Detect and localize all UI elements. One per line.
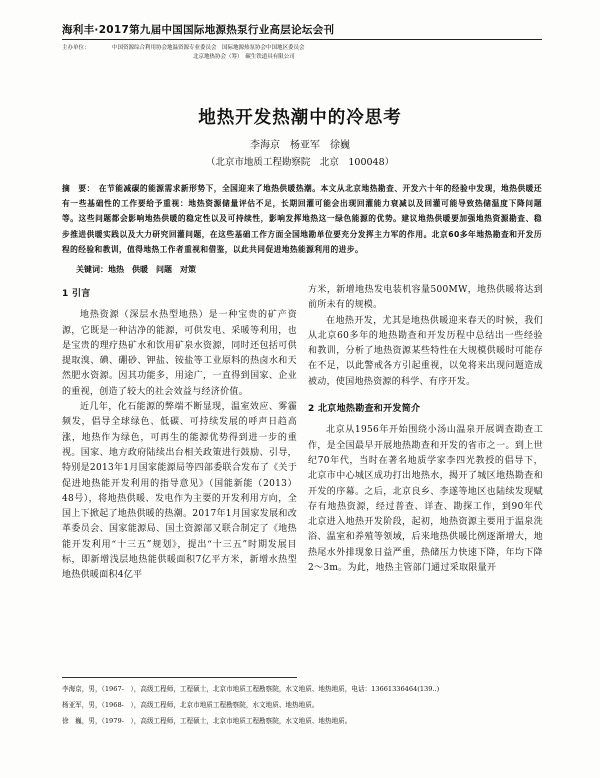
footnote-author-1: 李海京，男，（1967- ），高级工程师，工程硕士，北京市地质工程勘察院，水文地质、地热地质，电话：13661336464(139..): [62, 685, 440, 693]
keywords-label: 关键词：: [76, 265, 108, 274]
organizers-line-2: 北京地热协会（筹） 碳生铁道具有限公司: [193, 54, 295, 60]
section-1-heading: 1 引言: [62, 289, 91, 299]
conference-header: 海利丰·2017第九届中国国际地源热泵行业高层论坛会刊: [62, 24, 335, 36]
paragraph: 北京从1956年开始围绕小汤山温泉开展调查勘查工作，是全国最早开展地热勘查和开发的省市之一。到上世纪70年代，当时在著名地质学家李四光教授的倡导下，北京市中心城区成功打出地热水，揭开了城区地热勘查和开发的序幕。之后，北京良乡、李遂等地区也陆续发现赋存有地热资源，经过普查、详查、勘探工作，到90年代北京进入地热开发阶段，起初，地热资源主要用于温泉洗浴、温室和养殖等领域，后来地热供暖比例逐渐增大，地热尾水外排现象日益严重，热储压力快速下降，年均下降2～3m。为此，地热主管部门通过采取限量开: [308, 425, 543, 574]
footnote-author-2: 杨亚军，男，（1968- ），高级工程师，北京市地质工程勘察院，水文地质、地热地质。: [62, 701, 319, 709]
paragraph: 方米，新增地热发电装机容量500MW，地热供暖将达到前所未有的规模。: [308, 285, 543, 311]
paper-title: 地热开发热潮中的冷思考: [198, 108, 402, 128]
paragraph: 近几年，化石能源的弊端不断显现，温室效应、雾霾频发，倡导全球绿色、低碳、可持续发展的呼声日趋高涨，地热作为绿色，可再生的能源优势得到进一步的重视。国家、地方政府陆续出台相关政策进行鼓励、引导，特别是2013年1月国家能源局等四部委联合发布了《关于促进地热能开发利用的指导意见》（国能新能（2013）48号），将地热供暖、发电作为主要的开发利用方向，全国上下掀起了地热供暖的热潮。2017年1月国家发展和改革委员会、国家能源局、国土资源部又联合制定了《地热能开发利用“十三五”规划》，提出“十三五”时期发展目标，即新增浅层地热能供暖面积7亿平方米，新增水热型地热供暖面积4亿平: [62, 402, 297, 581]
footnote-rule: [62, 677, 297, 678]
right-column: [308, 283, 543, 576]
authors: 李海京 杨亚军 徐巍: [250, 140, 350, 151]
abstract-text: 在节能减碳的能源需求新形势下，全国迎来了地热供暖热潮。本文从北京地热勘查、开发六十年的经验中发现，地热供暖还有一些基础性的工作要给予重视：地热资源储量评估不足，长期回灌可能会出现回灌能力衰减以及回灌可能导致热储温度下降问题等。这些问题都会影响地热供暖的稳定性以及可持续性，影响发挥地热这一绿色能源的优势。建议地热供暖要加强地热资源勘查、稳步推进供暖实践以及大力研究回灌问题，在这些基础工作方面全国地勘单位要充分发挥主力军的作用。北京60多年地热勘查和开发历程的经验和教训，值得地热工作者重视和借鉴，以此共同促进地热能源利用的进步。: [62, 184, 542, 254]
footnote-author-3: 徐 巍，男，（1979- ），高级工程师，工程硕士，北京市地质工程勘察院，水文地质、地热地质。: [62, 717, 352, 725]
footnotes: [62, 681, 542, 729]
section-2-heading: 2 北京地热勘查和开发简介: [308, 404, 421, 415]
left-column: [62, 283, 297, 584]
paragraph: 地热资源（深层水热型地热）是一种宝贵的矿产资源，它既是一种洁净的能源，可供发电、采暖等利用，也是宝贵的理疗热矿水和饮用矿泉水资源，同时还包括可供提取溴、碘、硼砂、钾盐、铵盐等工业原料的热卤水和天然肥水资源。因其功能多，用途广，一直得到国家、企业的重视，创造了较大的社会效益与经济价值。: [62, 310, 297, 397]
paragraph: 在地热开发，尤其是地热供暖迎来春天的时候，我们从北京60多年的地热勘查和开发历程中总结出一些经验和教训，分析了地热资源某些特性在大规模供暖时可能存在不足，以此警戒各方引起重视，以免将来出现问题造成被动，使国地热资源的科学、有序开发。: [308, 315, 543, 387]
keywords-text: 地热 供暖 问题 对策: [108, 265, 196, 274]
abstract-label: 摘 要：: [62, 184, 95, 193]
header-rule: [62, 39, 542, 40]
abstract: [62, 181, 542, 257]
affiliation: （北京市地质工程勘察院 北京 100048）: [205, 157, 395, 168]
organizers-label: 主办单位：: [62, 45, 90, 51]
keywords: [76, 264, 196, 275]
organizers: [108, 44, 305, 62]
organizers-line-1: 中国资源综合利用协会地温资源专业委员会 国际地源热泵协会中国地区委员会: [112, 45, 305, 51]
